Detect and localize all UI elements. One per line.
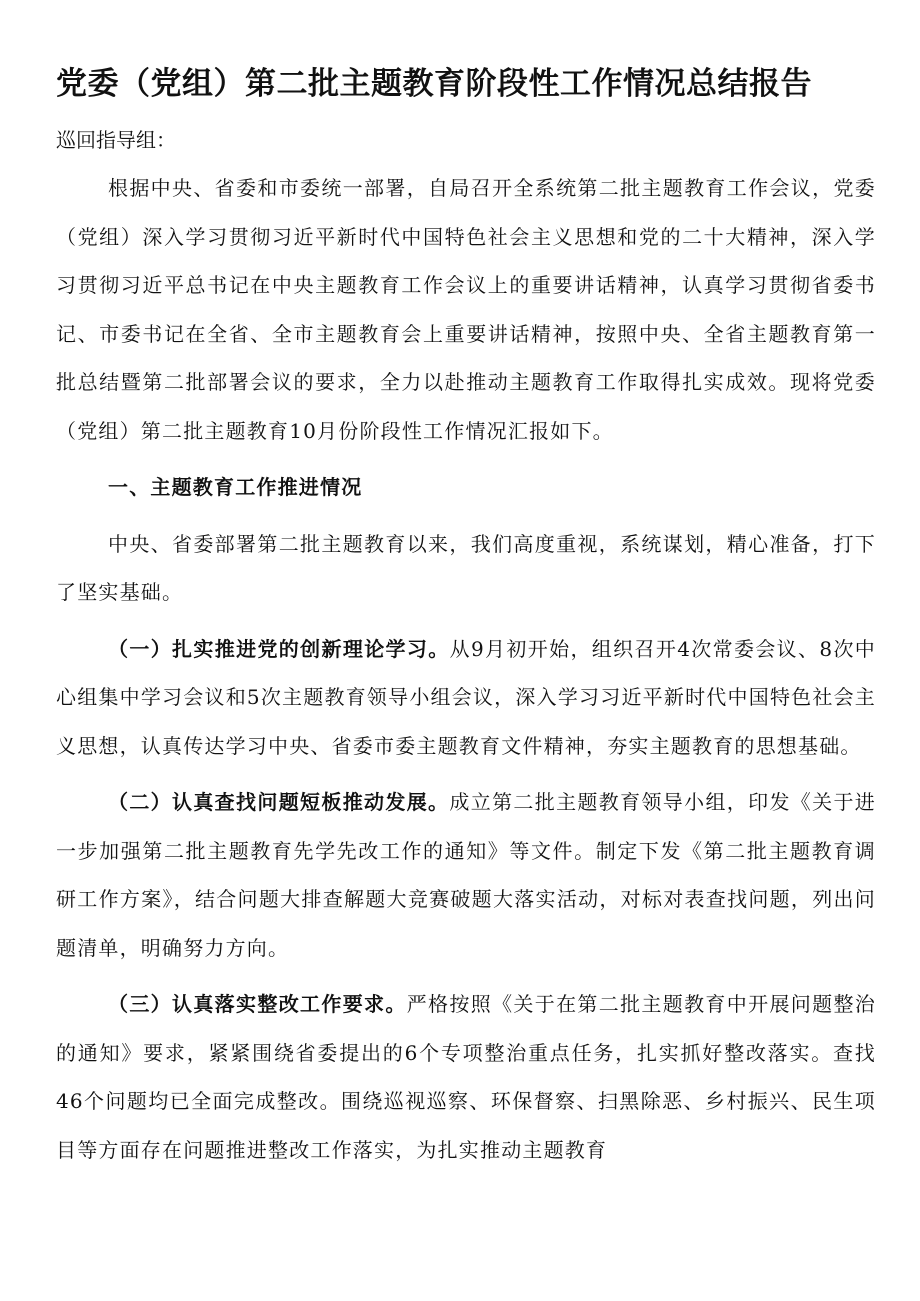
- section-heading: 一、主题教育工作推进情况: [108, 475, 363, 499]
- item-text-3: 严格按照《关于在第二批主题教育中开展问题整治的通知》要求，紧紧围绕省委提出的6个专项整治重点任务，扎实抓好整改落实。查找46个问题均已全面完成整改。围绕巡视巡察、环保督察、扫黑除恶、乡村振兴、民生项目等方面存在问题推进整改工作落实，为扎实推动主题教育: [56, 992, 876, 1162]
- salutation: 巡回指导组：: [56, 128, 176, 152]
- document-title: 党委（党组）第二批主题教育阶段性工作情况总结报告: [56, 66, 812, 102]
- item-label-1: （一）扎实推进党的创新理论学习。: [108, 636, 450, 661]
- item-paragraph-3: [56, 980, 876, 1174]
- item-paragraph-1: [56, 625, 876, 771]
- item-paragraph-2: [56, 778, 876, 972]
- item-text-2: 成立第二批主题教育领导小组，印发《关于进一步加强第二批主题教育先学先改工作的通知》等文件。制定下发《第二批主题教育调研工作方案》，结合问题大排查解题大竞赛破题大落实活动，对标对表查找问题，列出问题清单，明确努力方向。: [56, 790, 877, 960]
- section-lead-paragraph: 中央、省委部署第二批主题教育以来，我们高度重视，系统谋划，精心准备，打下了坚实基础。: [56, 531, 876, 604]
- item-label-3: （三）认真落实整改工作要求。: [108, 992, 407, 1016]
- intro-paragraph: 根据中央、省委和市委统一部署，自局召开全系统第二批主题教育工作会议，党委（党组）深入学习贯彻习近平新时代中国特色社会主义思想和党的二十大精神，深入学习贯彻习近平总书记在中央主题教育工作会议上的重要讲话精神，认真学习贯彻省委书记、市委书记在全省、全市主题教育会上重要讲话精神，按照中央、全省主题教育第一批总结暨第二批部署会议的要求，全力以赴推动主题教育工作取得扎实成效。现将党委（党组）第二批主题教育10月份阶段性工作情况汇报如下。: [56, 176, 876, 443]
- item-label-2: （二）认真查找问题短板推动发展。: [108, 790, 450, 814]
- item-text-1: 从9月初开始，组织召开4次常委会议、8次中心组集中学习会议和5次主题教育领导小组会议，深入学习习近平新时代中国特色社会主义思想，认真传达学习中央、省委市委主题教育文件精神，夯实主题教育的思想基础。: [56, 636, 876, 758]
